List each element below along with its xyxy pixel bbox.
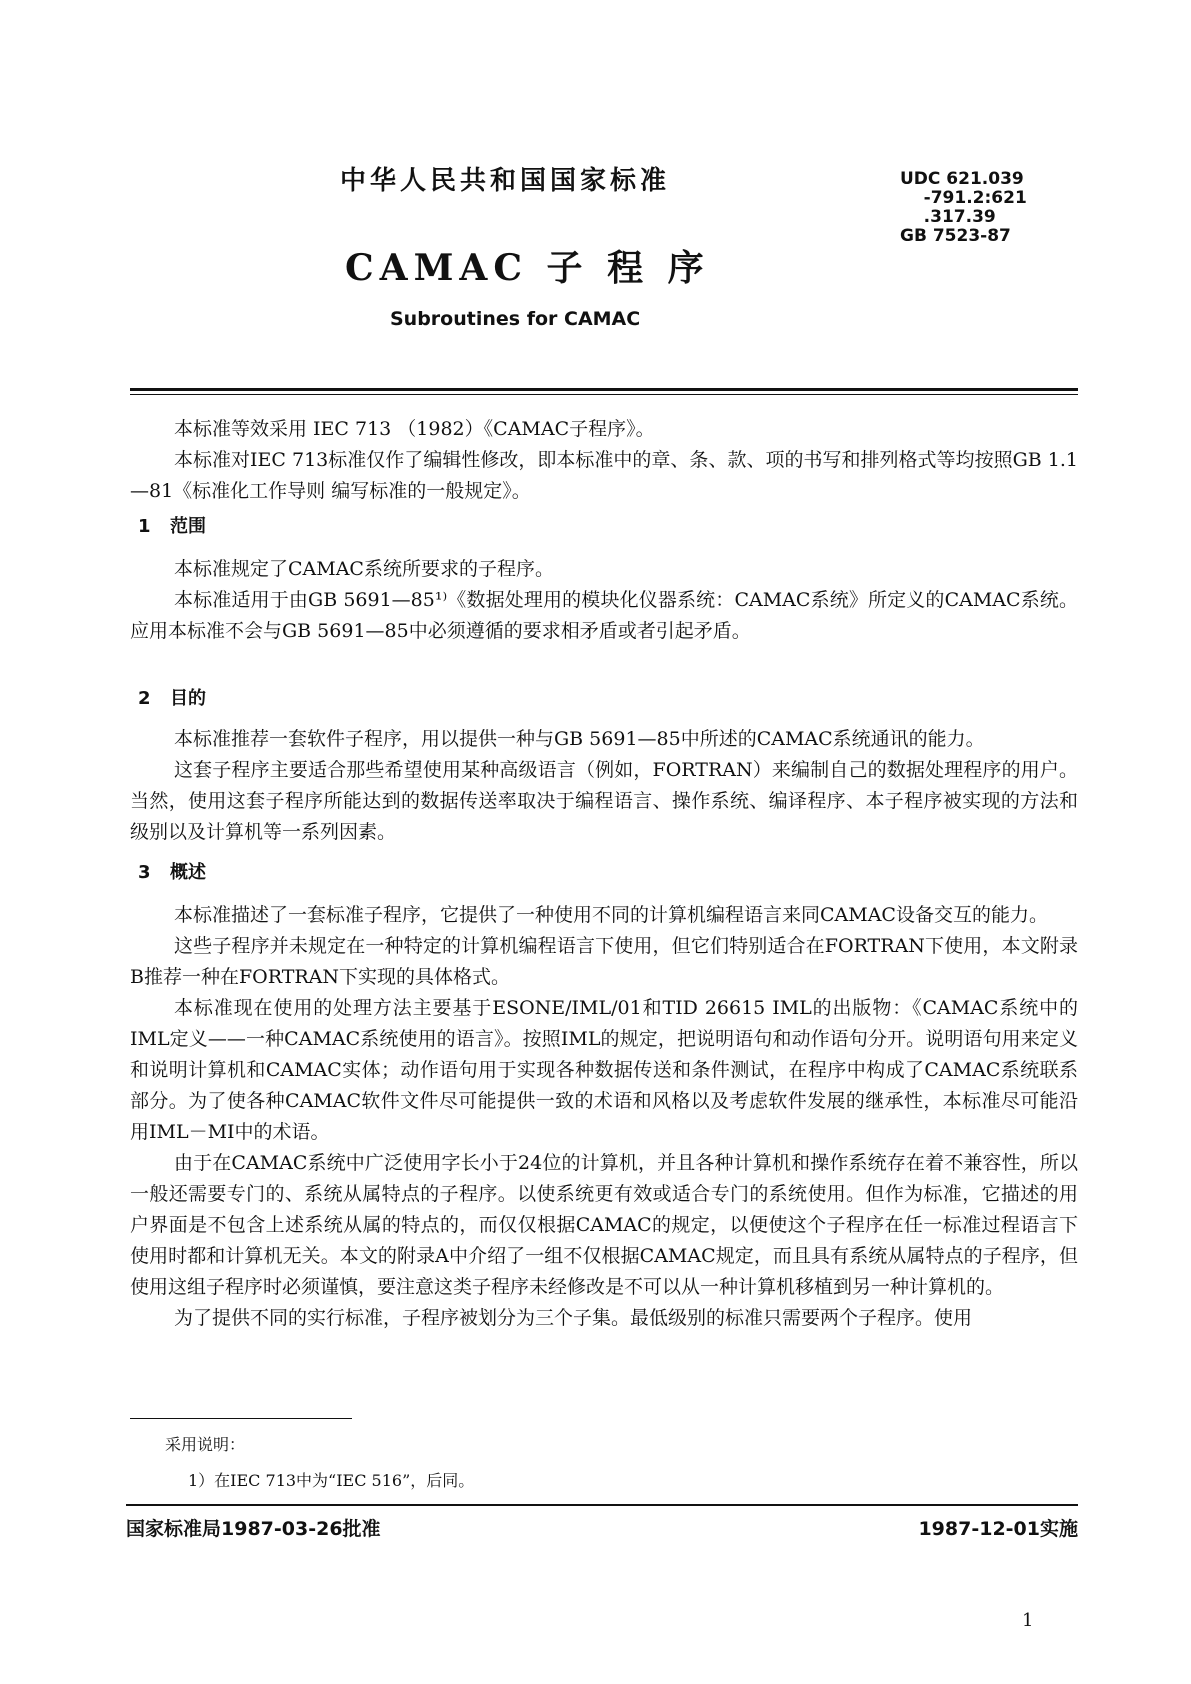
preamble-paragraph: 本标准对IEC 713标准仅作了编辑性修改，即本标准中的章、条、款、项的书写和排列格式等均按照GB 1.1—81《标准化工作导则 编写标准的一般规定》。: [130, 449, 1078, 502]
paragraph: 本标准推荐一套软件子程序，用以提供一种与GB 5691—85中所述的CAMAC系统通讯的能力。: [174, 728, 985, 750]
footnote-text: 1）在IEC 713中为“IEC 516”，后同。: [188, 1471, 475, 1490]
org-title: 中华人民共和国国家标准: [340, 166, 671, 196]
section-heading-2: [138, 684, 206, 710]
implementation-date: 1987-12-01实施: [918, 1518, 1078, 1540]
section-body-2: [130, 724, 1078, 848]
document-subtitle: Subroutines for CAMAC: [390, 308, 641, 330]
header-divider-thin: [130, 394, 1078, 395]
section-body-3: [130, 900, 1078, 1334]
paragraph: 由于在CAMAC系统中广泛使用字长小于24位的计算机，并且各种计算机和操作系统存在着不兼容性，所以一般还需要专门的、系统从属特点的子程序。以使系统更有效或适合专门的系统使用。但作为标准，它描述的用户界面是不包含上述系统从属的特点的，而仅仅根据CAMAC的规定，以便使这个子程序在任一标准过程语言下使用时都和计算机无关。本文的附录A中介绍了一组不仅根据CAMAC规定，而且具有系统从属特点的子程序，但使用这组子程序时必须谨慎，要注意这类子程序未经修改是不可以从一种计算机移植到另一种计算机的。: [130, 1152, 1078, 1298]
footnote-divider: [130, 1418, 352, 1419]
document-title: CAMAC 子 程 序: [345, 247, 710, 289]
preamble-paragraph: 本标准等效采用 IEC 713 （1982）《CAMAC子程序》。: [174, 418, 655, 440]
paragraph: 本标准规定了CAMAC系统所要求的子程序。: [174, 558, 554, 580]
paragraph: 本标准描述了一套标准子程序，它提供了一种使用不同的计算机编程语言来同CAMAC设备交互的能力。: [174, 904, 1048, 926]
footer-divider: [126, 1504, 1078, 1506]
udc-classification: UDC 621.039 -791.2:621 .317.39 GB 7523-87: [900, 169, 1027, 246]
paragraph: 这套子程序主要适合那些希望使用某种高级语言（例如，FORTRAN）来编制自己的数据处理程序的用户。当然，使用这套子程序所能达到的数据传送率取决于编程语言、操作系统、编译程序、本子程序被实现的方法和级别以及计算机等一系列因素。: [130, 759, 1078, 843]
header-divider: [130, 388, 1078, 391]
approval-date: 国家标准局1987-03-26批准: [126, 1518, 381, 1540]
preamble: [130, 414, 1078, 507]
paragraph: 为了提供不同的实行标准，子程序被划分为三个子集。最低级别的标准只需要两个子程序。使用: [174, 1307, 973, 1329]
paragraph: 本标准适用于由GB 5691—85¹⁾《数据处理用的模块化仪器系统：CAMAC系统》所定义的CAMAC系统。应用本标准不会与GB 5691—85中必须遵循的要求相矛盾或者引起矛盾。: [130, 589, 1078, 642]
section-body-1: [130, 554, 1078, 647]
section-title: 概述: [170, 862, 206, 883]
section-heading-1: [138, 512, 206, 538]
section-number: 3: [138, 862, 151, 883]
paragraph: 本标准现在使用的处理方法主要基于ESONE/IML/01和TID 26615 IML的出版物：《CAMAC系统中的IML定义——一种CAMAC系统使用的语言》。按照IML的规定，把说明语句和动作语句分开。说明语句用来定义和说明计算机和CAMAC实体；动作语句用于实现各种数据传送和条件测试，在程序中构成了CAMAC系统联系部分。为了使各种CAMAC软件文件尽可能提供一致的术语和风格以及考虑软件发展的继承性，本标准尽可能沿用IML－MI中的术语。: [130, 997, 1078, 1143]
page-number: 1: [1022, 1610, 1034, 1631]
section-number: 2: [138, 688, 151, 709]
section-number: 1: [138, 516, 151, 537]
footnote-label: 采用说明：: [165, 1435, 246, 1454]
section-heading-3: [138, 858, 206, 884]
section-title: 范围: [170, 516, 206, 537]
paragraph: 这些子程序并未规定在一种特定的计算机编程语言下使用，但它们特别适合在FORTRAN下使用，本文附录B推荐一种在FORTRAN下实现的具体格式。: [130, 935, 1078, 988]
section-title: 目的: [170, 688, 206, 709]
